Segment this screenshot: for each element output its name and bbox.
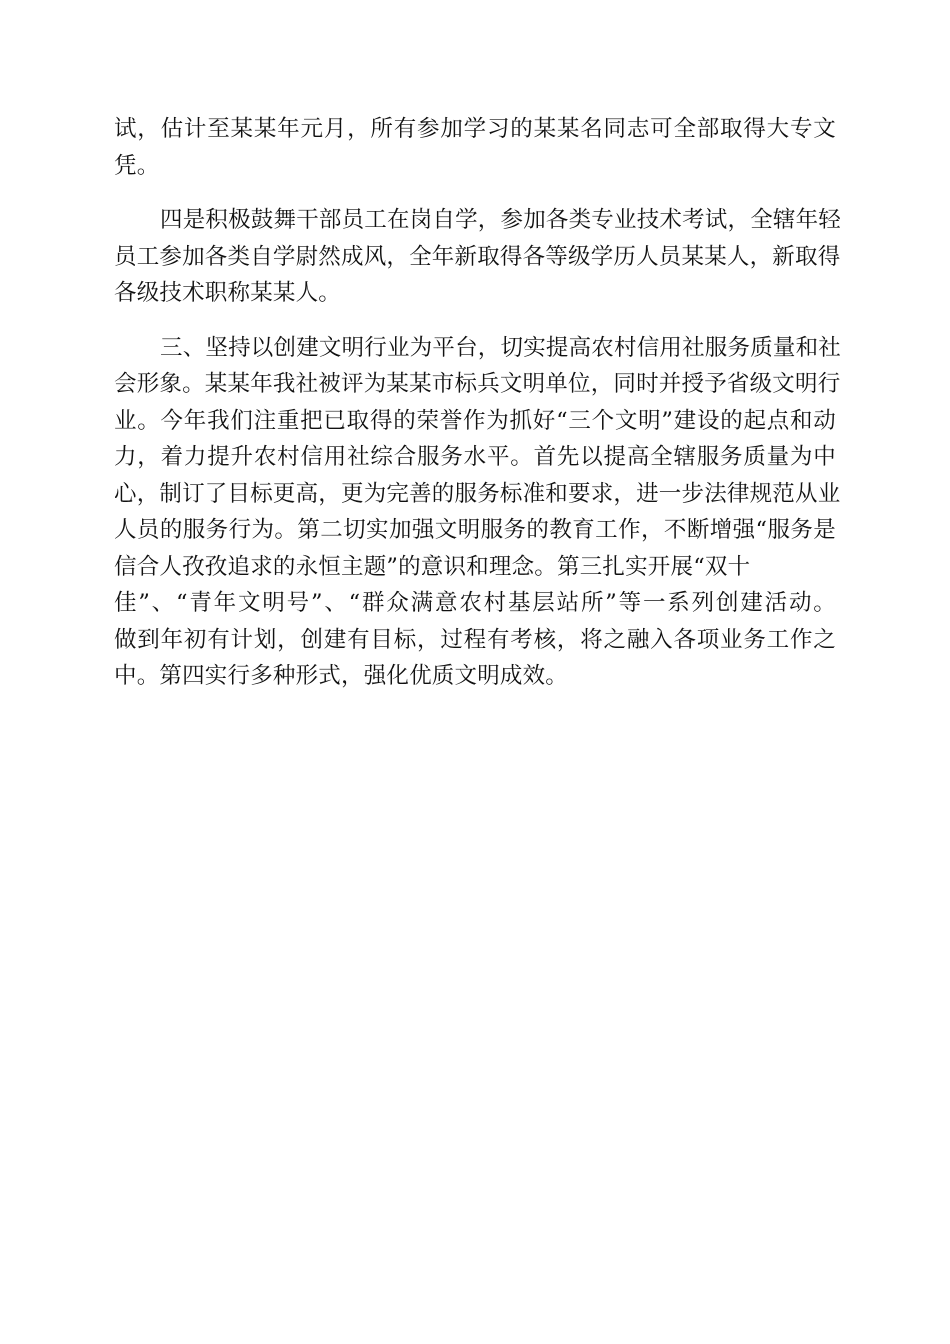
text-line: 人员的服务行为。第二切实加强文明服务的教育工作，不断增强“服务是 xyxy=(114,517,836,543)
text-line: 员工参加各类自学尉然成风，全年新取得各等级学历人员某某人，新取得 xyxy=(114,243,841,270)
text-line: 信合人孜孜追求的永恒主题”的意识和理念。第三扎实开展“双十 xyxy=(114,553,751,580)
document-body xyxy=(114,111,842,713)
text-line: 试，估计至某某年元月，所有参加学习的某某名同志可全部取得大专文 xyxy=(114,116,836,142)
paragraph-3 xyxy=(114,330,842,695)
paragraph-2 xyxy=(114,202,842,312)
text-line: 力，着力提升农村信用社综合服务水平。首先以提高全辖服务质量为中 xyxy=(114,444,836,470)
text-line: 三、坚持以创建文明行业为平台，切实提高农村信用社服务质量和社 xyxy=(160,334,842,361)
text-line: 各级技术职称某某人。 xyxy=(114,280,342,306)
text-line: 凭。 xyxy=(114,152,160,179)
text-line: 会形象。某某年我社被评为某某市标兵文明单位，同时并授予省级文明行 xyxy=(114,371,841,397)
text-line: 中。第四实行多种形式，强化优质文明成效。 xyxy=(114,663,569,689)
text-line: 心，制订了目标更高，更为完善的服务标准和要求，进一步法律规范从业 xyxy=(114,480,841,507)
text-line: 做到年初有计划，创建有目标，过程有考核，将之融入各项业务工作之 xyxy=(114,626,836,653)
text-line: 四是积极鼓舞干部员工在岗自学，参加各类专业技术考试，全辖年轻 xyxy=(160,207,842,233)
paragraph-1 xyxy=(114,111,836,184)
text-line: 佳”、“青年文明号”、“群众满意农村基层站所”等一系列创建活动。 xyxy=(114,590,836,616)
text-line: 业。今年我们注重把已取得的荣誉作为抓好“三个文明”建设的起点和动 xyxy=(114,407,836,434)
